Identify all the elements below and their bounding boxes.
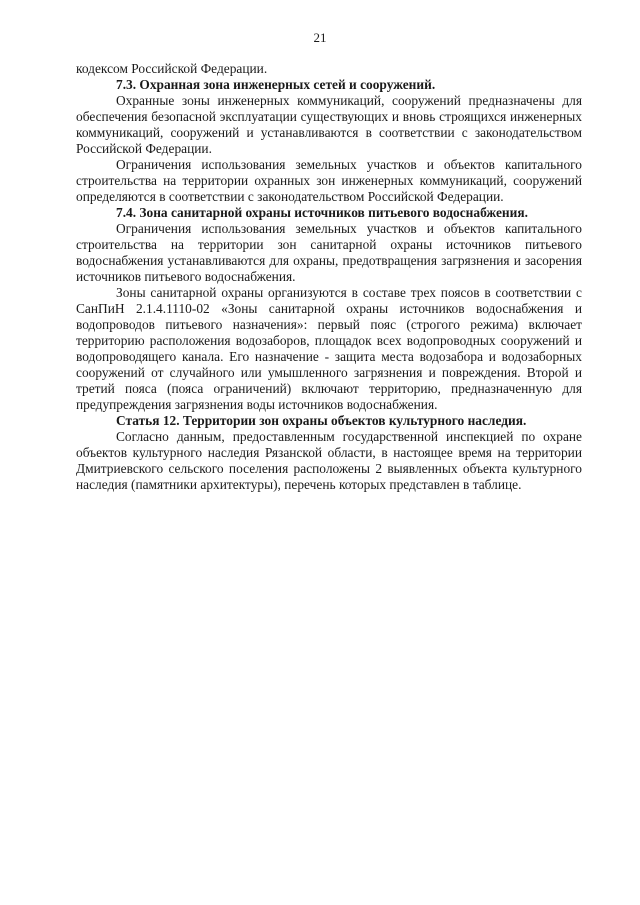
paragraph: Зоны санитарной охраны организуются в составе трех поясов в соответствии с СанПиН 2.1.4.1110-02 «Зоны санитарной охраны источников водоснабжения и водопроводов питьевого назначения»: первый пояс (строгого режима) включает территорию расположения водозаборов, площадок всех водопроводных сооружений и водопроводящего канала. Его назначение - защита места водозабора и водозаборных сооружений от случайного или умышленного загрязнения и повреждения. Второй и третий пояса (пояса ограничений) включают территорию, предназначенную для предупреждения загрязнения воды источников водоснабжения. (76, 285, 582, 412)
section-heading-7-3: 7.3. Охранная зона инженерных сетей и сооружений. (116, 77, 436, 92)
paragraph: Согласно данным, предоставленным государственной инспекцией по охране объектов культурного наследия Рязанской области, в настоящее время на территории Дмитриевского сельского поселения расположены 2 выявленных объекта культурного наследия (памятники архитектуры), перечень которых представлен в таблице. (76, 429, 582, 492)
page-number: 21 (313, 30, 327, 45)
paragraph: Ограничения использования земельных участков и объектов капитального строительства на территории зон санитарной охраны источников питьевого водоснабжения устанавливаются для охраны, предотвращения загрязнения и засорения источников питьевого водоснабжения. (76, 221, 582, 284)
article-heading-12: Статья 12. Территории зон охраны объектов культурного наследия. (116, 413, 527, 428)
paragraph: Охранные зоны инженерных коммуникаций, сооружений предназначены для обеспечения безопасной эксплуатации существующих и вновь строящихся инженерных коммуникаций, сооружений и устанавливаются в соответствии с законодательством Российской Федерации. (76, 93, 582, 156)
page-content (76, 61, 582, 493)
section-heading-7-4: 7.4. Зона санитарной охраны источников питьевого водоснабжения. (116, 205, 528, 220)
paragraph: Ограничения использования земельных участков и объектов капитального строительства на территории охранных зон инженерных коммуникаций, сооружений определяются в соответствии с законодательством Российской Федерации. (76, 157, 582, 204)
continuation-paragraph: кодексом Российской Федерации. (76, 61, 268, 76)
